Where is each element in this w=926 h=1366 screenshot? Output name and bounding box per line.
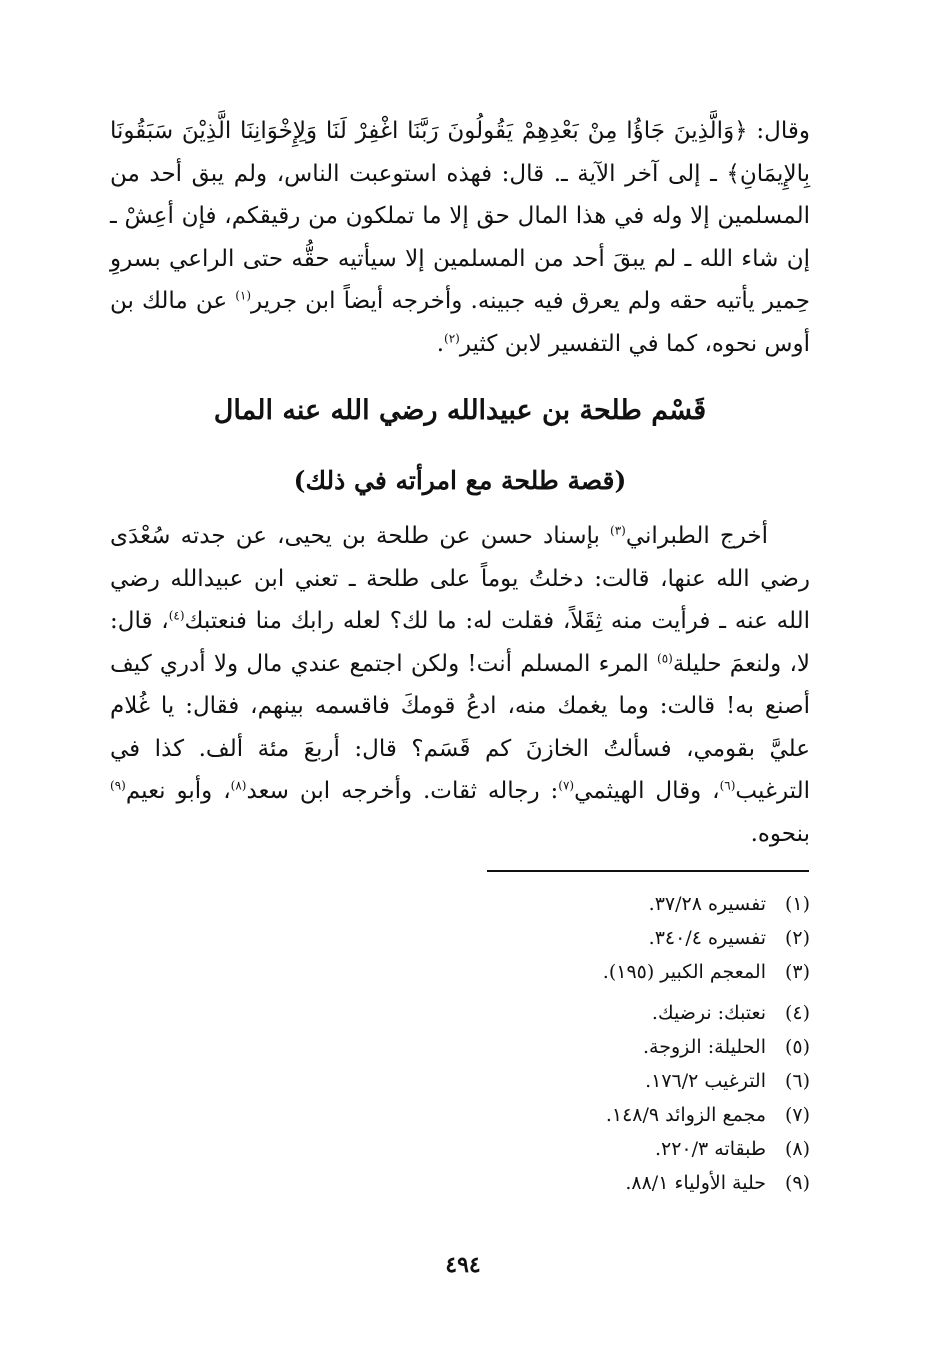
paragraph-segment: ، قال: لا، ولنعمَ حليلة — [110, 608, 810, 677]
footnote-text: حلية الأولياء ٨٨/١. — [625, 1172, 766, 1194]
footnote-item — [410, 1070, 810, 1104]
paragraph-text — [110, 515, 810, 855]
footnote-item — [410, 961, 810, 995]
paragraph-segment: أخرج الطبراني — [625, 523, 768, 549]
footnote-ref-1[interactable]: (١) — [235, 288, 252, 303]
paragraph-text — [110, 110, 810, 365]
footnote-item — [410, 1002, 810, 1036]
footnote-ref-2[interactable]: (٢) — [444, 330, 460, 345]
paragraph-segment: المرء المسلم أنت! ولكن اجتمع عندي مال ولا أدري كيف أصنع به! قالت: وما يغمك منه، ادعُ قومكَ فاقسمه بينهم، فقال: يا غُلام عليَّ بقومي، فسألتُ الخازنَ كم قَسَم؟ قال: أربعَ مئة ألف. كذا في الترغيب — [110, 650, 810, 804]
footnote-item — [410, 1104, 810, 1138]
footnote-item — [410, 1138, 810, 1172]
footnote-text: نعتبك: نرضيك. — [651, 1002, 766, 1024]
paragraph-segment: عن مالك بن أوس نحوه، كما في التفسير لابن كثير — [110, 288, 810, 357]
footnote-text: تفسيره ٣٤٠/٤. — [648, 927, 766, 949]
paragraph-segment: وقال: ﴿وَالَّذِينَ جَاؤُا مِنْ بَعْدِهِمْ يَقُولُونَ رَبَّنَا اغْفِرْ لَنَا وَلِإِخْوَانِنَا الَّذِيْنَ سَبَقُونَا بِالإِيمَانِ﴾ ـ إلى آخر الآية ـ. قال: فهذه استوعبت الناس، ولم يبق أحد من المسلمين إلا وله في هذا المال حق إلا ما تملكون من رقيقكم، فإن أعِشْ ـ إن شاء الله ـ لم يبقَ أحد من المسلمين إلا سيأتيه حقُّه حتى الراعي بسروِ حِمير يأتيه حقه ولم يعرق فيه جبينه. وأخرجه أيضاً ابن جرير — [110, 118, 811, 314]
footnote-number: (١) — [784, 893, 810, 915]
footnote-text: طبقاته ٢٢٠/٣. — [654, 1138, 766, 1160]
footnote-item — [410, 927, 810, 961]
paragraph-segment: بإسناد حسن عن طلحة بن يحيى، عن جدته سُعْدَى رضي الله عنها، قالت: دخلتُ يوماً على طلحة ـ تعني ابن عبيدالله رضي الله عنه ـ فرأيت منه ثِقَلاً، فقلت له: ما لك؟ لعله رابك منا فنعتبك — [110, 523, 810, 634]
footnote-text: الترغيب ١٧٦/٢. — [645, 1070, 766, 1092]
footnote-text: الحليلة: الزوجة. — [643, 1036, 766, 1058]
section-title: قَسْم طلحة بن عبيدالله رضي الله عنه المال — [213, 395, 707, 426]
paragraph-segment: ، وأبو نعيم — [125, 778, 231, 804]
footnote-number: (٣) — [784, 961, 810, 983]
footnote-ref-8[interactable]: (٨) — [230, 778, 247, 793]
footnote-item — [410, 1172, 810, 1206]
footnote-ref-3[interactable]: (٣) — [610, 523, 626, 538]
footnote-divider — [487, 870, 809, 872]
footnote-number: (٢) — [784, 927, 810, 949]
footnote-number: (٧) — [784, 1104, 810, 1126]
footnote-number: (٥) — [784, 1036, 810, 1058]
footnote-text: تفسيره ٣٧/٢٨. — [648, 893, 766, 915]
footnote-number: (٩) — [784, 1172, 810, 1194]
paragraph-segment: بنحوه. — [750, 820, 810, 847]
subsection-title: (قصة طلحة مع امرأته في ذلك) — [293, 466, 627, 495]
footnote-ref-7[interactable]: (٧) — [558, 778, 575, 793]
footnote-number: (٨) — [784, 1138, 810, 1160]
page-number: ٤٩٤ — [445, 1252, 481, 1278]
footnote-text: مجمع الزوائد ١٤٨/٩. — [605, 1104, 766, 1126]
paragraph-talha-story — [110, 515, 810, 855]
footnote-ref-6[interactable]: (٦) — [719, 778, 736, 793]
paragraph-segment: . — [436, 330, 445, 357]
footnote-number: (٦) — [784, 1070, 810, 1092]
footnote-text: المعجم الكبير (١٩٥). — [602, 961, 766, 983]
footnote-ref-9[interactable]: (٩) — [110, 778, 126, 793]
paragraph-segment: : رجاله ثقات. وأخرجه ابن سعد — [246, 778, 559, 804]
footnote-item — [410, 893, 810, 927]
footnote-ref-4[interactable]: (٤) — [168, 608, 185, 623]
paragraph-quran-verse — [110, 110, 810, 365]
footnote-item — [410, 1036, 810, 1070]
footnotes-list — [410, 893, 810, 1206]
footnote-ref-5[interactable]: (٥) — [657, 650, 673, 665]
footnote-number: (٤) — [784, 1002, 810, 1024]
paragraph-segment: ، وقال الهيثمي — [574, 778, 720, 804]
